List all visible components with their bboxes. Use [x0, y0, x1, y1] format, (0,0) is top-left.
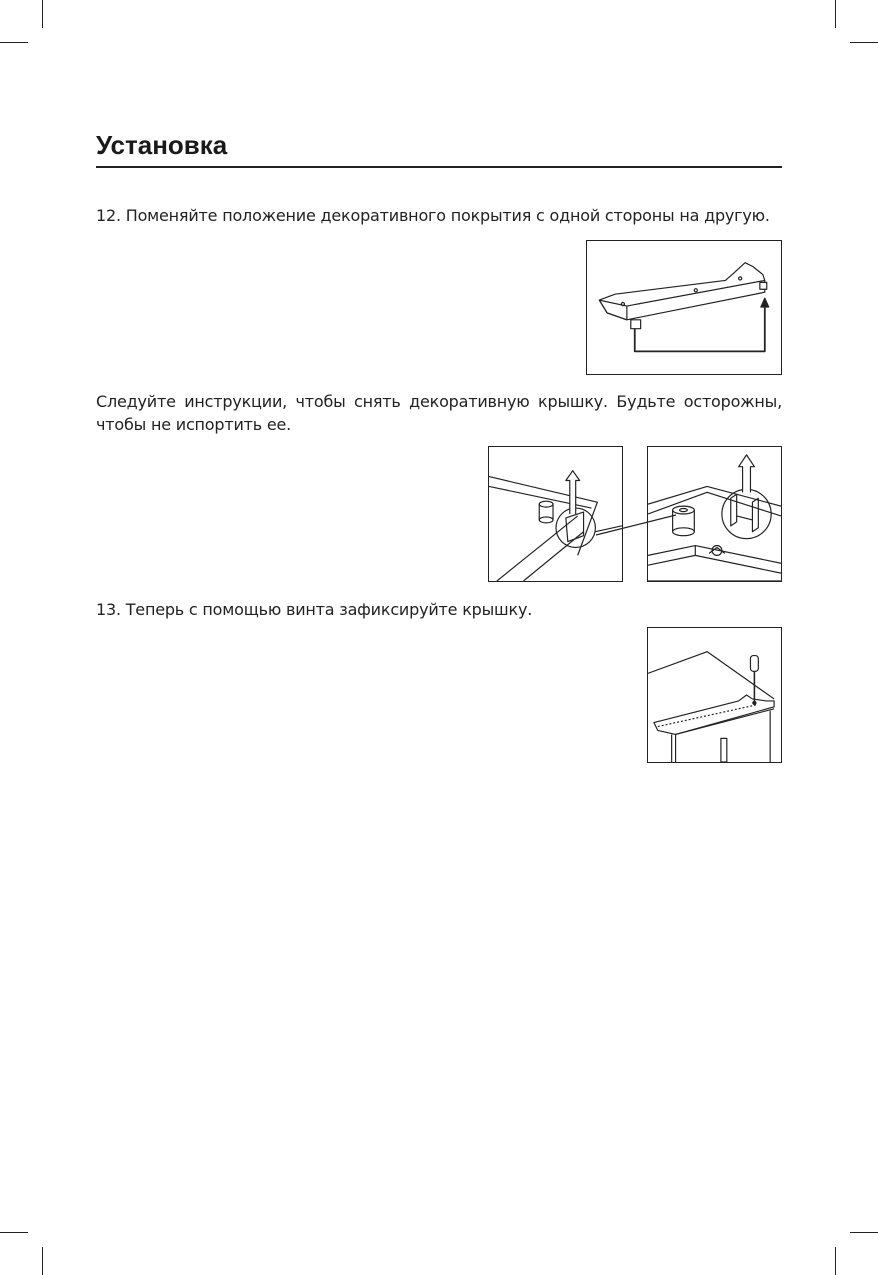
crop-mark-tr-v — [835, 0, 836, 28]
crop-mark-br-h — [850, 1232, 878, 1233]
crop-mark-tl-h — [0, 42, 28, 43]
page-title: Установка — [96, 130, 228, 160]
title-rule — [96, 166, 782, 168]
detail-connector-line — [590, 505, 680, 545]
crop-mark-br-v — [835, 1247, 836, 1275]
crop-mark-tl-v — [42, 0, 43, 28]
crop-mark-tr-h — [850, 42, 878, 43]
crop-mark-bl-v — [42, 1247, 43, 1275]
step-12-text: 12. Поменяйте положение декоративного покрытия с одной стороны на другую. — [96, 206, 770, 225]
cover-swap-figure — [586, 240, 782, 375]
step-13-text: 13. Теперь с помощью винта зафиксируйте крышку. — [96, 600, 533, 619]
crop-mark-bl-h — [0, 1232, 28, 1233]
cover-screw-fixing-figure — [647, 627, 782, 763]
instruction-text: Следуйте инструкции, чтобы снять декоративную крышку. Будьте осторожны, чтобы не испортить ее. — [96, 392, 782, 434]
